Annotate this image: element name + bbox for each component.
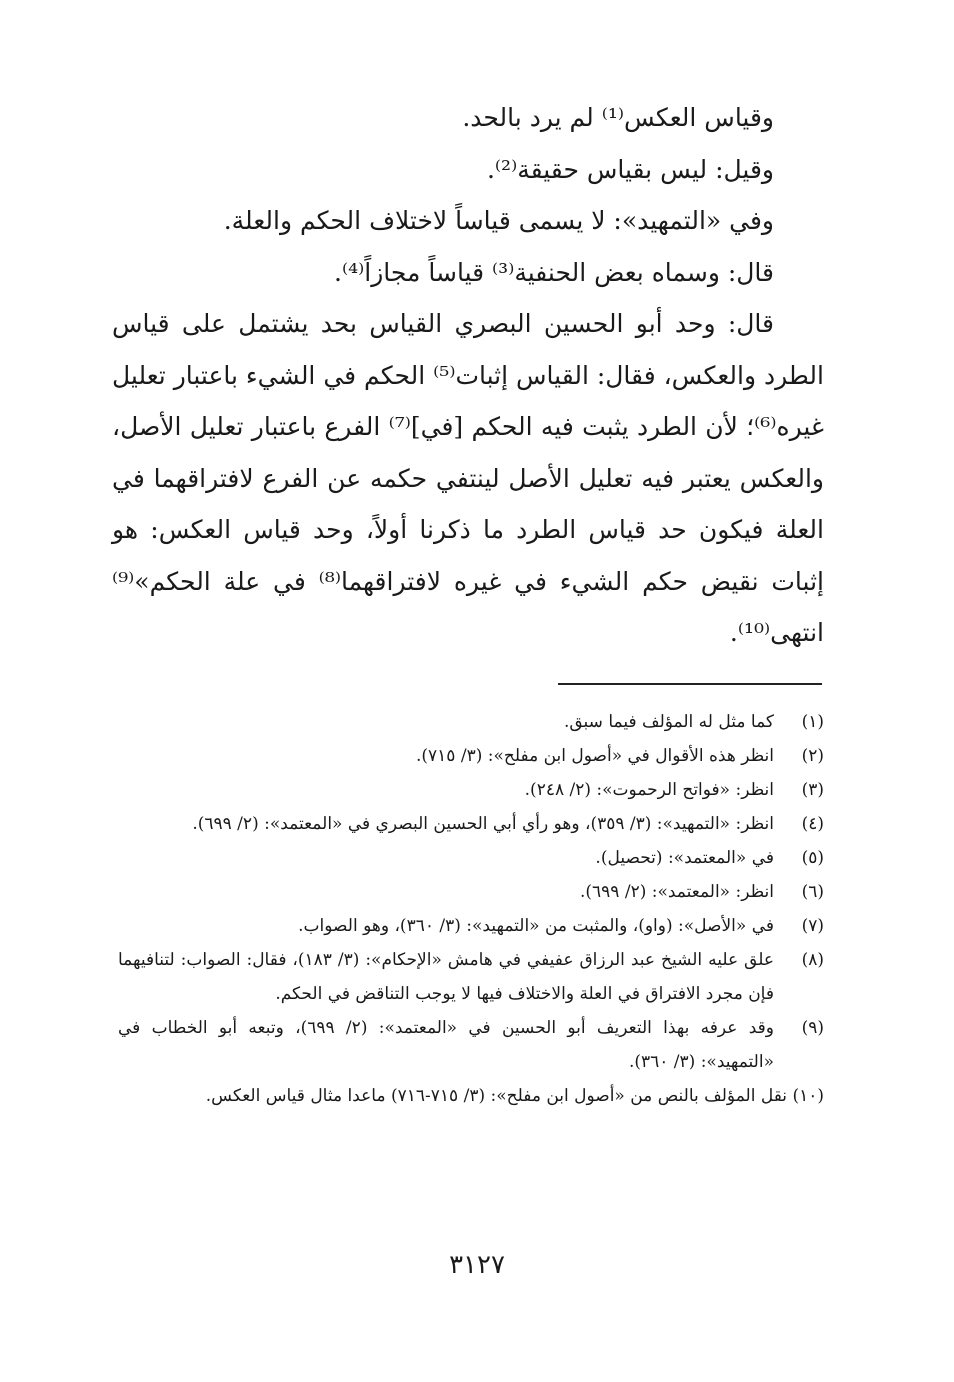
footnote-number: (٨)	[801, 950, 824, 970]
footnotes	[118, 705, 824, 1113]
footnote-7	[118, 909, 824, 943]
footnote-text: في «الأصل»: (واو)، والمثبت من «التمهيد»: (٣/ ٣٦٠)، وهو الصواب.	[298, 916, 774, 936]
footnote-number: (٢)	[801, 746, 824, 766]
main-text-body	[112, 92, 824, 659]
main-paragraph-5: قال: وحد أبو الحسين البصري القياس بحد يشتمل على قياس الطرد والعكس، فقال: القياس إثبات⁽⁵⁾ الحكم في الشيء باعتبار تعليل غيره⁽⁶⁾؛ لأن الطرد يثبت فيه الحكم [في]⁽⁷⁾ الفرع باعتبار تعليل الأصل، والعكس يعتبر فيه تعليل الأصل لينتفي حكمه عن الفرع لافتراقهما في العلة فيكون حد قياس الطرد ما ذكرنا أولاً، وحد قياس العكس: هو إثبات نقيض حكم الشيء في غيره لافتراقهما⁽⁸⁾ في علة الحكم»⁽⁹⁾ انتهى⁽¹⁰⁾.	[111, 309, 825, 647]
main-paragraph-1: وقياس العكس⁽¹⁾ لم يرد بالحد.	[462, 103, 774, 132]
footnote-text-inline: نقل المؤلف بالنص من «أصول ابن مفلح»: (٣/ ٧١٥-٧١٦) ماعدا مثال قياس العكس.	[205, 1086, 788, 1106]
main-paragraph-3: وفي «التمهيد»: لا يسمى قياساً لاختلاف الحكم والعلة.	[223, 206, 774, 235]
footnote-separator	[558, 683, 822, 685]
footnote-text: انظر: «التمهيد»: (٣/ ٣٥٩)، وهو رأي أبي الحسين البصري في «المعتمد»: (٢/ ٦٩٩).	[192, 814, 774, 834]
footnote-2	[118, 739, 824, 773]
footnote-1	[118, 705, 824, 739]
footnote-number-inline: (١٠)	[792, 1086, 824, 1106]
footnote-10	[118, 1079, 824, 1113]
footnote-number: (٣)	[801, 780, 824, 800]
footnote-text: علق عليه الشيخ عبد الرزاق عفيفي في هامش «الإحكام»: (٣/ ١٨٣)، فقال: الصواب: لتنافيهما فإن مجرد الافتراق في العلة والاختلاف فيها لا يوجب التناقض في الحكم.	[118, 950, 774, 1004]
footnote-number: (٥)	[801, 848, 824, 868]
footnote-8	[118, 943, 824, 1011]
footnote-6	[118, 875, 824, 909]
footnote-text: وقد عرفه بهذا التعريف أبو الحسين في «المعتمد»: (٢/ ٦٩٩)، وتبعه أبو الخطاب في «التمهيد»: (٣/ ٣٦٠).	[118, 1018, 774, 1072]
footnote-text: انظر هذه الأقوال في «أصول ابن مفلح»: (٣/ ٧١٥).	[416, 746, 774, 766]
main-paragraph-2: وقيل: ليس بقياس حقيقة⁽²⁾.	[486, 154, 774, 184]
footnote-number: (٩)	[801, 1018, 824, 1038]
footnote-3	[118, 773, 824, 807]
footnote-text: انظر: «فواتح الرحموت»: (٢/ ٢٤٨).	[524, 780, 774, 800]
footnote-number: (٧)	[801, 916, 824, 936]
footnote-5	[118, 841, 824, 875]
footnote-text: انظر: «المعتمد»: (٢/ ٦٩٩).	[579, 882, 774, 902]
footnote-text	[118, 1079, 824, 1113]
footnote-number: (١)	[801, 712, 824, 732]
footnote-number: (٦)	[801, 882, 824, 902]
footnote-9	[118, 1011, 824, 1079]
page-number: ٣١٢٧	[449, 1250, 505, 1280]
footnote-text: في «المعتمد»: (تحصيل).	[595, 848, 774, 868]
footnote-number: (٤)	[801, 814, 824, 834]
footnote-text: كما مثل له المؤلف فيما سبق.	[563, 712, 774, 732]
footnote-4	[118, 807, 824, 841]
main-paragraph-4: قال: وسماه بعض الحنفية⁽³⁾ قياساً مجازاً⁽⁴⁾.	[334, 257, 774, 287]
